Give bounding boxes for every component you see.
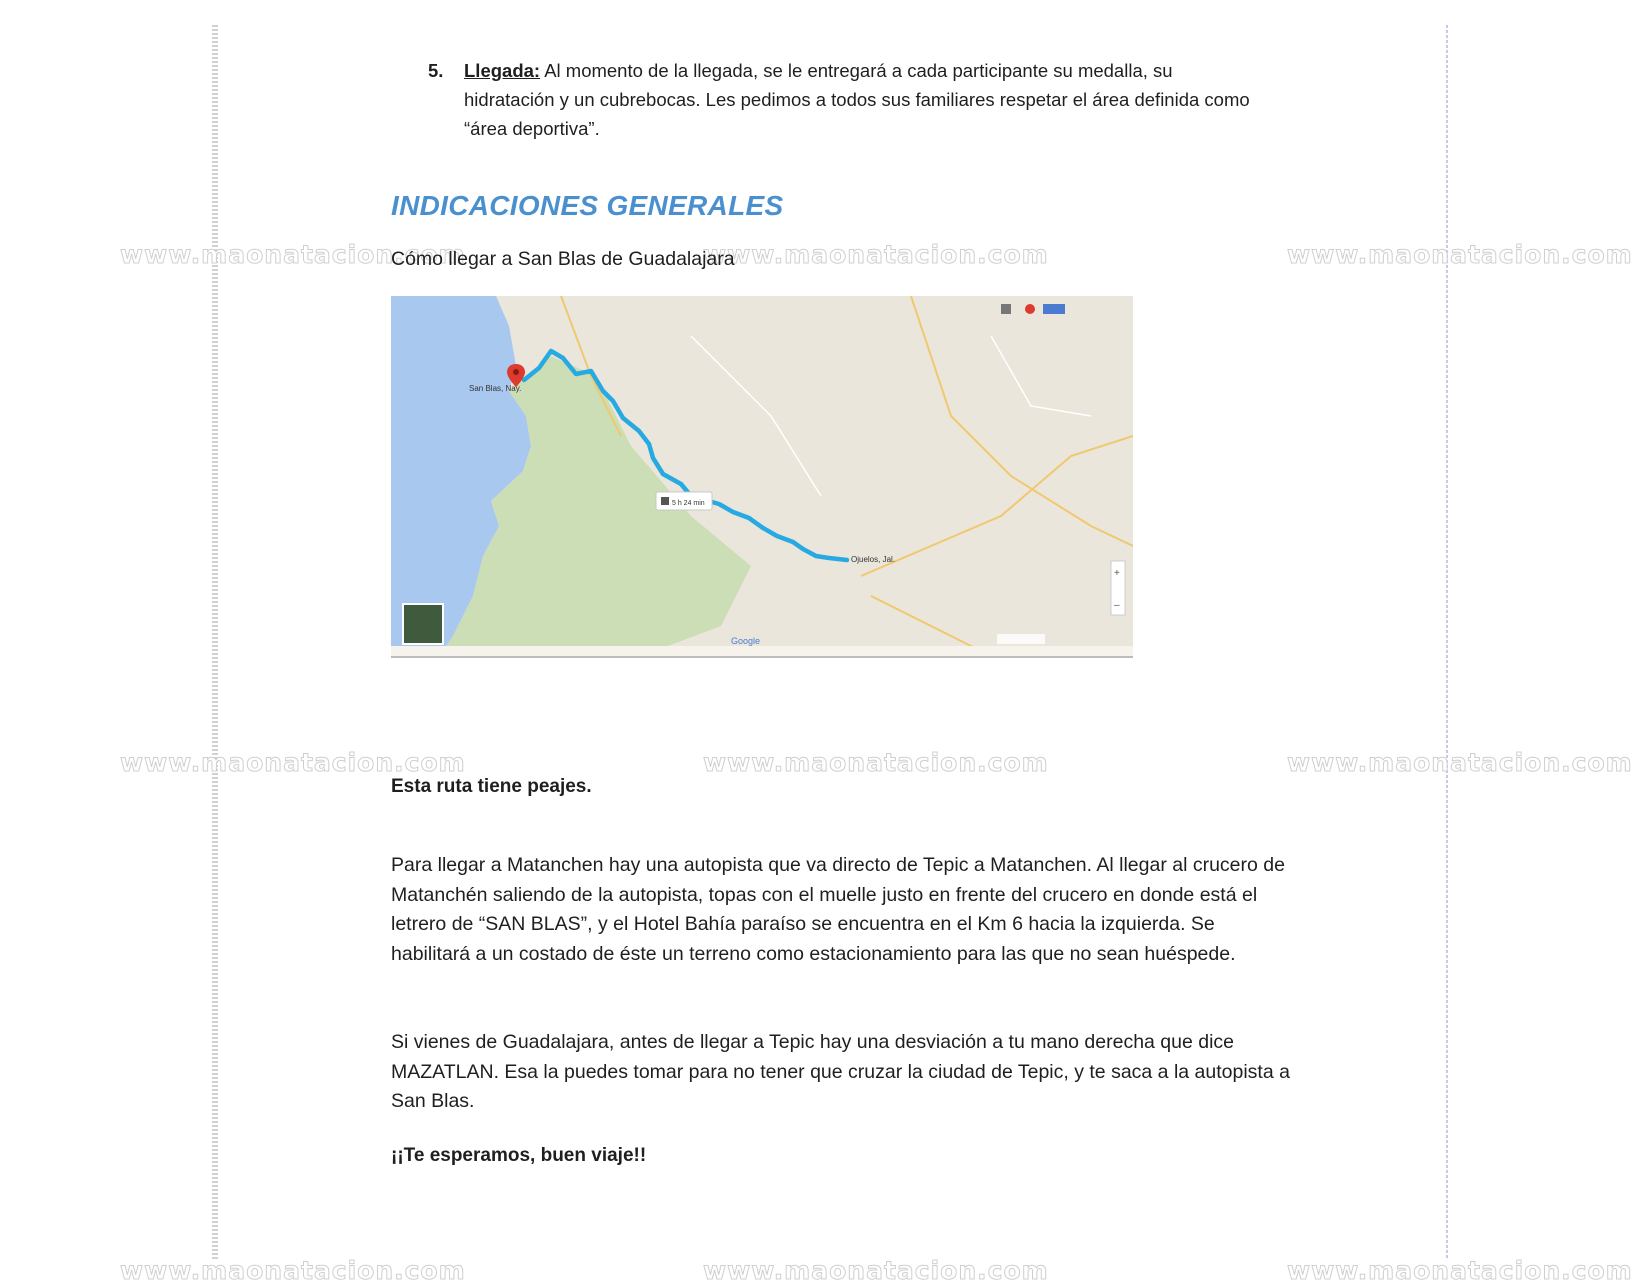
zoom-out-icon[interactable]: – — [1114, 600, 1120, 611]
watermark: www.maonatacion.com — [703, 240, 1049, 269]
scale-bar — [997, 634, 1045, 644]
closing-line: ¡¡Te esperamos, buen viaje!! — [391, 1145, 647, 1166]
car-icon — [661, 497, 669, 505]
paragraph-directions: Para llegar a Matanchen hay una autopista que va directo de Tepic a Matanchen. Al llegar al crucero de Matanchén saliendo de la autopista, topas con el muelle justo en frente del crucero en donde está el letrero de “SAN BLAS”, y el Hotel Bahía paraíso se encuentra en el Km 6 hacia la izquierda. Se habilitará a un costado de éste un terreno como estacionamiento para las que no sean huéspede. — [391, 854, 1285, 965]
list-item-text: Al momento de la llegada, se le entregará a cada participante su medalla, su hidratación y un cubrebocas. Les pedimos a todos sus familiares respetar el área definida como “área deportiva”. — [464, 60, 1250, 139]
watermark: www.maonatacion.com — [1287, 1256, 1633, 1285]
watermark: www.maonatacion.com — [1287, 240, 1633, 269]
destination-label: Ojuelos, Jal. — [851, 555, 896, 564]
watermark: www.maonatacion.com — [120, 1256, 466, 1285]
route-map — [391, 296, 1133, 658]
watermark: www.maonatacion.com — [120, 240, 466, 269]
list-item-body — [464, 56, 1268, 143]
pin-dot — [513, 369, 519, 375]
watermark: www.maonatacion.com — [703, 748, 1049, 777]
route-info-text: 5 h 24 min — [672, 500, 705, 507]
watermark: www.maonatacion.com — [120, 748, 466, 777]
left-page-border — [212, 25, 218, 1260]
list-item-lead: Llegada: — [464, 60, 541, 81]
route-map-graphic — [391, 296, 1133, 656]
list-number: 5. — [428, 60, 444, 81]
watermark: www.maonatacion.com — [1287, 748, 1633, 777]
map-control-icon[interactable] — [1025, 304, 1035, 314]
list-item-arrival — [428, 56, 1268, 143]
tolls-note: Esta ruta tiene peajes. — [391, 776, 592, 797]
section-heading: INDICACIONES GENERALES — [391, 190, 784, 221]
map-control-icon[interactable] — [1043, 304, 1065, 314]
map-footer-strip — [391, 646, 1133, 656]
zoom-in-icon[interactable]: + — [1114, 568, 1120, 579]
map-control-icon[interactable] — [1001, 304, 1011, 314]
paragraph-alternate-route: Si vienes de Guadalajara, antes de llegar a Tepic hay una desviación a tu mano derecha que dice MAZATLAN. Esa la puedes tomar para no tener que cruzar la ciudad de Tepic, y te saca a la autopista a San Blas. — [391, 1031, 1290, 1112]
google-logo: Google — [731, 636, 761, 646]
origin-label: San Blas, Nay. — [469, 384, 522, 393]
watermark: www.maonatacion.com — [703, 1256, 1049, 1285]
directions-subtitle: Cómo llegar a San Blas de Guadalajara — [391, 248, 735, 270]
right-page-border — [1446, 25, 1448, 1260]
satellite-thumbnail[interactable] — [403, 604, 443, 644]
